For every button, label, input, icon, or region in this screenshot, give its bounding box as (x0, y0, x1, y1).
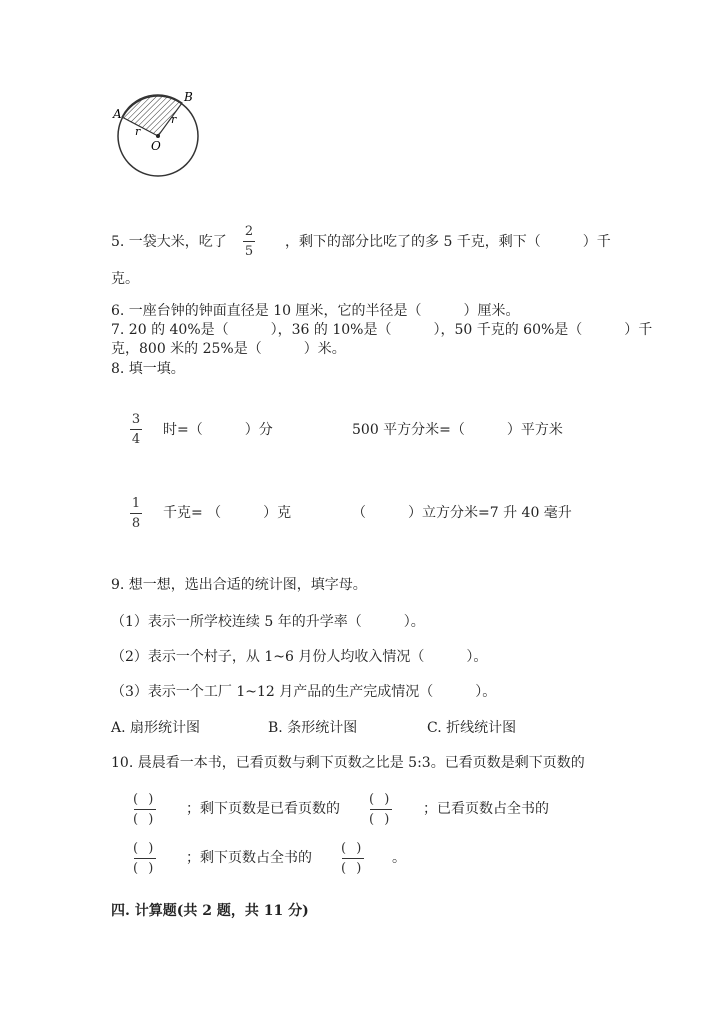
fraction-bar (130, 429, 142, 430)
q10-blank-den: ( ) (133, 812, 157, 827)
q10-blank-fraction-1 (133, 792, 156, 827)
q5-frac-num: 2 (244, 224, 254, 239)
q10-blank-fraction-3 (133, 841, 156, 876)
q8-fraction-2 (130, 496, 142, 531)
q8-title: 8. 填一填。 (111, 361, 185, 377)
fraction-bar (134, 858, 156, 859)
label-r1: r (135, 125, 141, 138)
q10-text2: ；已看页数占全书的 (423, 801, 549, 817)
label-b: B (184, 90, 193, 104)
label-r2: r (171, 113, 177, 126)
q9-title: 9. 想一想，选出合适的统计图，填字母。 (111, 577, 367, 593)
center-point (156, 134, 160, 138)
q10-blank-num: ( ) (341, 841, 365, 856)
q10-text4: 。 (392, 850, 406, 866)
q6-text: 6. 一座台钟的钟面直径是 10 厘米，它的半径是（ ）厘米。 (111, 303, 520, 319)
fraction-bar (243, 241, 255, 242)
q10-blank-den: ( ) (341, 861, 365, 876)
q7-line1: 7. 20 的 40%是（ ），36 的 10%是（ ），50 千克的 60%是（ ）千 (111, 322, 653, 338)
q9-item-2: （2）表示一个村子，从 1~6 月份人均收入情况（ ）。 (111, 649, 488, 665)
fraction-bar (342, 858, 364, 859)
q5-line2: 克。 (111, 271, 139, 287)
fraction-bar (370, 809, 392, 810)
q9-option-c: C. 折线统计图 (427, 720, 517, 736)
q8-item2-text: 500 平方分米=（ ）平方米 (352, 422, 563, 438)
q10-blank-num: ( ) (369, 792, 393, 807)
q5-suffix: ，剩下的部分比吃了的多 5 千克，剩下（ ）千 (285, 234, 611, 250)
q10-title: 10. 晨晨看一本书，已看页数与剩下页数之比是 5:3。已看页数是剩下页数的 (111, 755, 585, 771)
q10-blank-num: ( ) (133, 841, 157, 856)
q8-frac2-num: 1 (131, 496, 141, 511)
q8-item1-text: 时=（ ）分 (163, 422, 273, 438)
fraction-bar (134, 809, 156, 810)
q8-frac1-den: 4 (131, 432, 141, 447)
q5-frac-den: 5 (244, 244, 254, 259)
q9-item-1: （1）表示一所学校连续 5 年的升学率（ ）。 (111, 614, 425, 630)
fraction-bar (130, 513, 142, 514)
q7-line2: 克，800 米的 25%是（ ）米。 (111, 341, 346, 357)
q5-prefix: 5. 一袋大米，吃了 (111, 234, 227, 250)
q9-option-b: B. 条形统计图 (268, 720, 358, 736)
q5-fraction (243, 224, 255, 259)
q10-blank-num: ( ) (133, 792, 157, 807)
q10-blank-den: ( ) (133, 861, 157, 876)
q8-frac1-num: 3 (131, 412, 141, 427)
q10-text1: ；剩下页数是已看页数的 (186, 801, 340, 817)
q8-item4-text: （ ）立方分米=7 升 40 毫升 (352, 505, 572, 521)
circle-sector-figure (108, 88, 208, 188)
label-a: A (113, 107, 122, 121)
q8-fraction-1 (130, 412, 142, 447)
q8-frac2-den: 8 (131, 516, 141, 531)
q10-blank-fraction-2 (369, 792, 392, 827)
q10-blank-den: ( ) (369, 812, 393, 827)
q8-item3-text: 千克= （ ）克 (163, 505, 292, 521)
q9-option-a: A. 扇形统计图 (111, 720, 201, 736)
section-4-title: 四. 计算题(共 2 题，共 11 分) (111, 903, 309, 919)
label-o: O (151, 139, 161, 153)
q9-item-3: （3）表示一个工厂 1~12 月产品的生产完成情况（ ）。 (111, 684, 497, 700)
q10-text3: ；剩下页数占全书的 (186, 850, 312, 866)
q10-blank-fraction-4 (341, 841, 364, 876)
